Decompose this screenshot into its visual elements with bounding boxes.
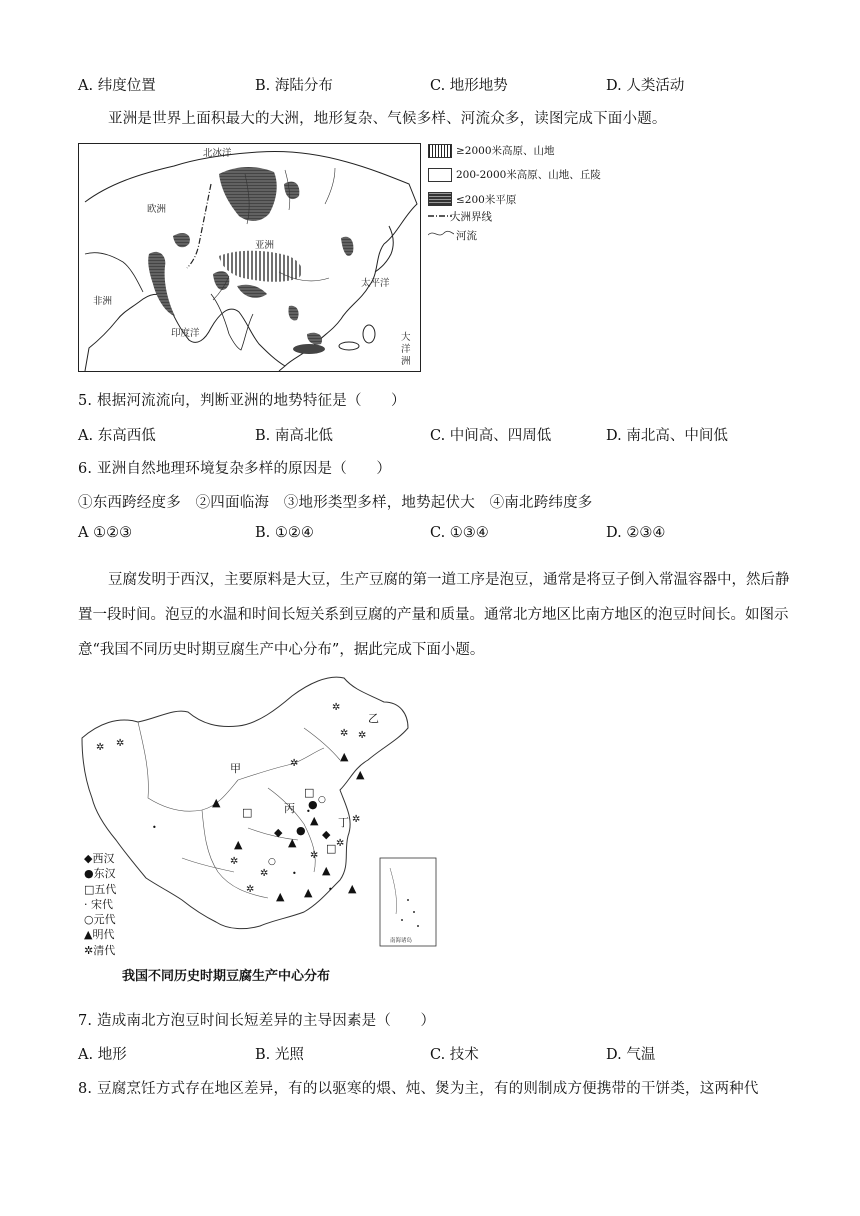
legend-river: 河流 bbox=[456, 230, 477, 242]
label-ding: 丁 bbox=[338, 816, 349, 829]
marker-ming: ▲ bbox=[356, 768, 365, 781]
marker-five-dynasties: □ bbox=[242, 806, 253, 819]
q5-option-a: A. 东高西低 bbox=[78, 428, 156, 444]
asia-label-europe: 欧洲 bbox=[147, 204, 167, 215]
china-tofu-map bbox=[78, 668, 438, 958]
marker-ming: ▲ bbox=[322, 864, 331, 877]
asia-label-oceania-2: 洋 bbox=[401, 344, 411, 355]
q6-option-a: A ①②③ bbox=[78, 525, 133, 541]
asia-map-figure bbox=[79, 144, 420, 371]
q7-option-b: B. 光照 bbox=[255, 1047, 304, 1063]
q6-option-c: C. ①③④ bbox=[430, 525, 489, 541]
q4-option-a: A. 纬度位置 bbox=[78, 78, 156, 94]
marker-qing: ✲ bbox=[336, 838, 345, 849]
q5-stem: 5. 根据河流流向，判断亚洲的地势特征是（ ） bbox=[78, 393, 406, 409]
legend-highland: ≥2000米高原、山地 bbox=[456, 145, 555, 157]
q5-option-b: B. 南高北低 bbox=[255, 428, 333, 444]
square-icon: □ bbox=[84, 882, 95, 896]
legend-song: · 宋代 bbox=[84, 897, 113, 911]
marker-qing: ✲ bbox=[116, 738, 125, 749]
marker-eastern-han: ● bbox=[308, 798, 318, 811]
q7-stem: 7. 造成南北方泡豆时间长短差异的主导因素是（ ） bbox=[78, 1013, 436, 1029]
q7-option-c: C. 技术 bbox=[430, 1047, 479, 1063]
q6-option-b: B. ①②④ bbox=[255, 525, 314, 541]
marker-ming: ▲ bbox=[310, 814, 319, 827]
marker-ming: ▲ bbox=[234, 838, 243, 851]
dot-icon: · bbox=[84, 897, 91, 911]
marker-qing: ✲ bbox=[96, 742, 105, 753]
marker-qing: ✲ bbox=[260, 868, 269, 879]
asia-label-asia: 亚洲 bbox=[255, 240, 275, 251]
asia-label-indian-ocean: 印度洋 bbox=[171, 328, 200, 339]
asia-label-arctic: 北冰洋 bbox=[203, 148, 232, 159]
diamond-icon: ◆ bbox=[84, 852, 93, 865]
legend-swatch-highland bbox=[428, 144, 452, 158]
marker-song: • bbox=[292, 869, 297, 878]
filled-circle-icon: ● bbox=[84, 867, 94, 881]
legend-swatch-midland bbox=[428, 168, 452, 182]
label-bing: 丙 bbox=[284, 802, 295, 815]
marker-eastern-han: ● bbox=[296, 824, 306, 837]
china-map-legend bbox=[84, 851, 116, 958]
asia-label-oceania-1: 大 bbox=[401, 332, 411, 343]
legend-western-han: ◆西汉 bbox=[84, 852, 115, 865]
legend-boundary-line-icon bbox=[428, 212, 452, 220]
legend-yuan: ○元代 bbox=[84, 913, 116, 927]
marker-qing: ✲ bbox=[340, 728, 349, 739]
star-icon: ✲ bbox=[84, 943, 94, 957]
q6-option-d: D. ②③④ bbox=[606, 525, 666, 541]
marker-five-dynasties: □ bbox=[304, 786, 315, 799]
marker-qing: ✲ bbox=[230, 856, 239, 867]
marker-five-dynasties: □ bbox=[326, 842, 337, 855]
marker-ming: ▲ bbox=[304, 886, 313, 899]
q4-option-d: D. 人类活动 bbox=[606, 78, 685, 94]
q7-option-d: D. 气温 bbox=[606, 1047, 656, 1063]
q4-option-b: B. 海陆分布 bbox=[255, 78, 333, 94]
china-map-caption: 我国不同历史时期豆腐生产中心分布 bbox=[122, 969, 331, 984]
legend-swatch-plain bbox=[428, 192, 452, 206]
marker-ming: ▲ bbox=[276, 890, 285, 903]
q5-option-c: C. 中间高、四周低 bbox=[430, 428, 552, 444]
legend-midland: 200-2000米高原、山地、丘陵 bbox=[456, 169, 601, 181]
q4-option-c: C. 地形地势 bbox=[430, 78, 508, 94]
marker-qing: ✲ bbox=[290, 758, 299, 769]
legend-river-icon bbox=[428, 229, 454, 239]
legend-eastern-han: ●东汉 bbox=[84, 867, 116, 881]
marker-song: • bbox=[306, 807, 311, 816]
marker-ming: ▲ bbox=[288, 836, 297, 849]
marker-qing: ✲ bbox=[352, 814, 361, 825]
marker-western-han: ◆ bbox=[322, 828, 331, 841]
q8-stem: 8. 豆腐烹饪方式存在地区差异，有的以驱寒的煨、炖、煲为主，有的则制成方便携带的干饼类，这两种代 bbox=[78, 1081, 759, 1097]
triangle-icon: ▲ bbox=[84, 928, 93, 942]
marker-ming: ▲ bbox=[212, 796, 221, 809]
legend-qing: ✲清代 bbox=[84, 943, 116, 957]
asia-intro: 亚洲是世界上面积最大的大洲，地形复杂、气候多样、河流众多，读图完成下面小题。 bbox=[108, 111, 667, 127]
asia-label-pacific: 太平洋 bbox=[361, 278, 390, 289]
marker-western-han: ◆ bbox=[274, 826, 283, 839]
label-jia: 甲 bbox=[230, 762, 241, 775]
q6-items: ①东西跨经度多 ②四面临海 ③地形类型多样，地势起伏大 ④南北跨纬度多 bbox=[78, 495, 593, 511]
marker-song: • bbox=[328, 885, 333, 894]
marker-qing: ✲ bbox=[310, 850, 319, 861]
tofu-intro: 豆腐发明于西汉，主要原料是大豆，生产豆腐的第一道工序是泡豆，通常是将豆子倒入常温容器中，然后静置一段时间。泡豆的水温和时间长短关系到豆腐的产量和质量。通常北方地区比南方地区的泡豆时间长。如图示意“我国不同历史时期豆腐生产中心分布”，据此完成下面小题。 bbox=[78, 572, 790, 658]
marker-ming: ▲ bbox=[340, 750, 349, 763]
legend-boundary: 大洲界线 bbox=[450, 211, 492, 223]
legend-plain: ≤200米平原 bbox=[456, 194, 517, 206]
label-yi: 乙 bbox=[368, 712, 379, 725]
q6-stem: 6. 亚洲自然地理环境复杂多样的原因是（ ） bbox=[78, 461, 392, 477]
marker-qing: ✲ bbox=[332, 702, 341, 713]
marker-yuan: ○ bbox=[318, 795, 326, 805]
asia-label-africa: 非洲 bbox=[93, 296, 113, 307]
asia-map bbox=[78, 143, 421, 372]
q5-option-d: D. 南北高、中间低 bbox=[606, 428, 728, 444]
legend-ming: ▲明代 bbox=[84, 928, 115, 942]
marker-ming: ▲ bbox=[348, 882, 357, 895]
marker-qing: ✲ bbox=[358, 730, 367, 741]
asia-label-oceania-3: 洲 bbox=[401, 356, 411, 367]
q7-option-a: A. 地形 bbox=[78, 1047, 127, 1063]
marker-yuan: ○ bbox=[268, 857, 276, 867]
inset-label-south-sea: 南海诸岛 bbox=[390, 938, 413, 944]
china-map-figure bbox=[78, 668, 438, 958]
marker-song: • bbox=[152, 823, 157, 832]
legend-five-dynasties: □五代 bbox=[84, 882, 117, 896]
marker-qing: ✲ bbox=[246, 884, 255, 895]
small-circle-icon: ○ bbox=[84, 913, 94, 927]
